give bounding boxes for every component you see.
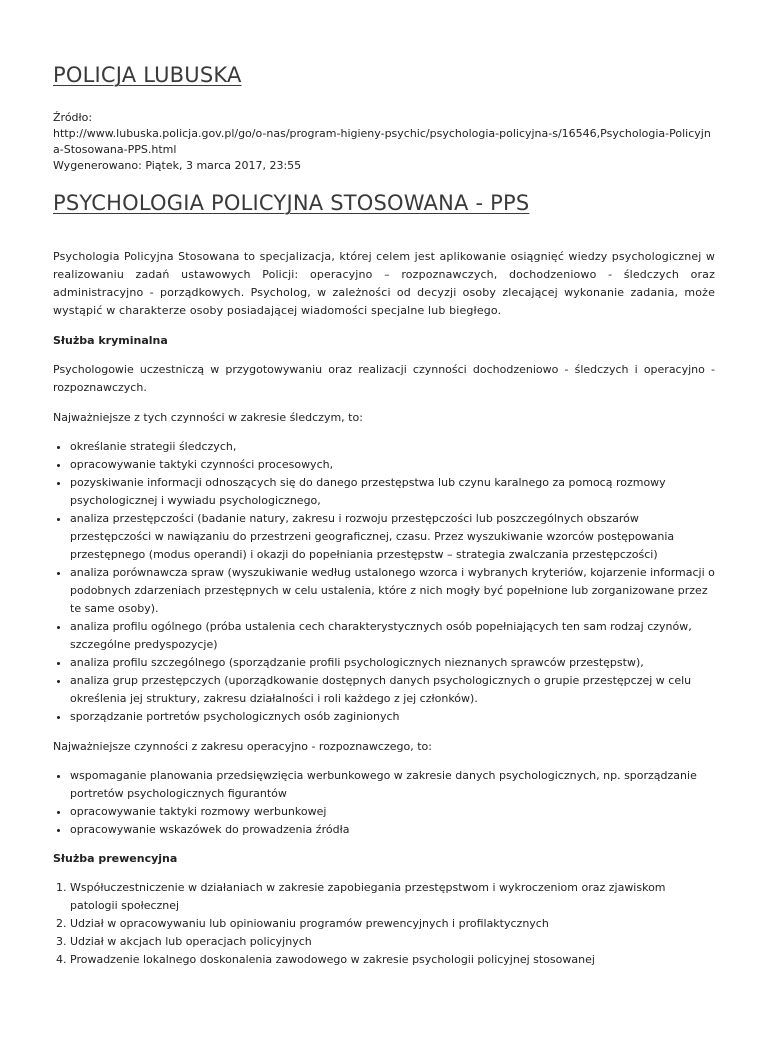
source-url: http://www.lubuska.policja.gov.pl/go/o-nas/program-higieny-psychic/psychologia-policyjna-s/16546,Psychologia-Policyjna-Stosowana-PPS.html bbox=[53, 127, 711, 156]
source-label: Źródło: bbox=[53, 111, 93, 124]
list-item: 4. Prowadzenie lokalnego doskonalenia zawodowego w zakresie psychologii policyjnej stosowanej bbox=[70, 951, 715, 969]
operational-list-intro: Najważniejsze czynności z zakresu operacyjno - rozpoznawczego, to: bbox=[53, 740, 432, 753]
list-item: 3. Udział w akcjach lub operacjach policyjnych bbox=[70, 933, 715, 951]
list-item: 1. Współuczestniczenie w działaniach w zakresie zapobiegania przestępstwom i wykroczeniom oraz zjawiskom patologii społecznej bbox=[70, 879, 715, 915]
list-item: • sporządzanie portretów psychologicznych osób zaginionych bbox=[70, 708, 715, 726]
list-item: • opracowywanie wskazówek do prowadzenia źródła bbox=[70, 821, 715, 839]
investigative-list-intro: Najważniejsze z tych czynności w zakresie śledczym, to: bbox=[53, 411, 363, 424]
prevention-list bbox=[53, 879, 715, 969]
document-page bbox=[0, 60, 768, 969]
list-item: • wspomaganie planowania przedsięwzięcia werbunkowego w zakresie danych psychologicznych, np. sporządzanie portretów psychologicznych figurantów bbox=[70, 767, 715, 803]
list-item: • analiza porównawcza spraw (wyszukiwanie według ustalonego wzorca i wybranych kryteriów, kojarzenie informacji o podobnych zdarzeniach przestępnych w celu ustalenia, które z nich mogły być popełnione lub zorganizowane przez te same osoby). bbox=[70, 564, 715, 618]
list-item: 2. Udział w opracowywaniu lub opiniowaniu programów prewencyjnych i profilaktycznych bbox=[70, 915, 715, 933]
list-item: • opracowywanie taktyki rozmowy werbunkowej bbox=[70, 803, 715, 821]
generated-timestamp: Wygenerowano: Piątek, 3 marca 2017, 23:55 bbox=[53, 159, 302, 172]
list-item: • określanie strategii śledczych, bbox=[70, 438, 715, 456]
list-item: • pozyskiwanie informacji odnoszących się do danego przestępstwa lub czynu karalnego za pomocą rozmowy psychologicznej i wywiadu psychologicznego, bbox=[70, 474, 715, 510]
list-item: • analiza profilu ogólnego (próba ustalenia cech charakterystycznych osób popełniających ten sam rodzaj czynów, szczególne predyspozycje) bbox=[70, 618, 715, 654]
list-item: • analiza przestępczości (badanie natury, zakresu i rozwoju przestępczości lub poszczególnych obszarów przestępczości w nawiązaniu do przestrzeni geograficznej, czasu. Przez wyszukiwanie wzorców postępowania przestępnego (modus operandi) i okazji do popełniania przestępstw – strategia zwalczania przestępczości) bbox=[70, 510, 715, 564]
investigative-list bbox=[53, 438, 715, 726]
list-item: • analiza profilu szczególnego (sporządzanie profili psychologicznych nieznanych sprawców przestępstw), bbox=[70, 654, 715, 672]
list-item: • opracowywanie taktyki czynności procesowych, bbox=[70, 456, 715, 474]
intro-paragraph: Psychologia Policyjna Stosowana to specjalizacja, której celem jest aplikowanie osiągnięć wiedzy psychologicznej w realizowaniu zadań ustawowych Policji: operacyjno – rozpoznawczych, dochodzeniowo - śledczych oraz administracyjno - porządkowych. Psycholog, w zależności od decyzji osoby zlecającej wykonanie zadania, może wystąpić w charakterze osoby posiadającej wiadomości specjalne lub biegłego. bbox=[53, 250, 715, 317]
site-title: POLICJA LUBUSKA bbox=[53, 63, 242, 87]
source-meta bbox=[53, 110, 715, 174]
article-title: PSYCHOLOGIA POLICYJNA STOSOWANA - PPS bbox=[53, 191, 530, 215]
criminal-service-paragraph: Psychologowie uczestniczą w przygotowywaniu oraz realizacji czynności dochodzeniowo - śledczych i operacyjno - rozpoznawczych. bbox=[53, 363, 715, 394]
list-item: • analiza grup przestępczych (uporządkowanie dostępnych danych psychologicznych o grupie przestępczej w celu określenia jej struktury, zakresu działalności i roli każdego z jej członków). bbox=[70, 672, 715, 708]
operational-list bbox=[53, 767, 715, 839]
criminal-service-heading: Służba kryminalna bbox=[53, 334, 168, 347]
prevention-service-heading: Służba prewencyjna bbox=[53, 852, 178, 865]
